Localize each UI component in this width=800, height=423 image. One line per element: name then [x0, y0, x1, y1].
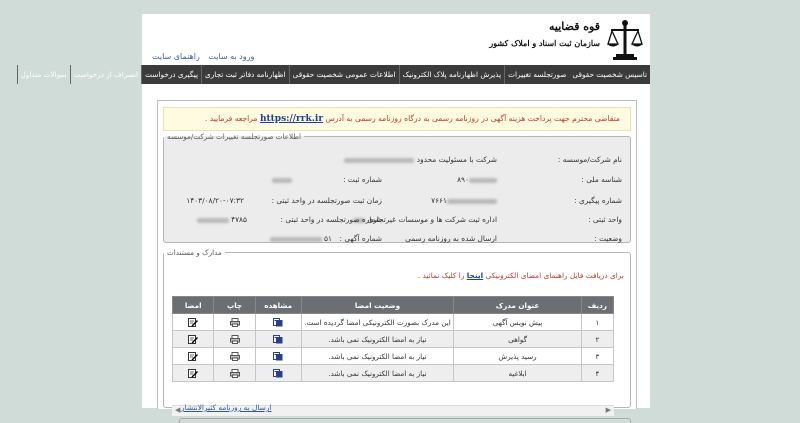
- doc-status: نیاز به امضا الکترونیک نمی باشد.: [301, 331, 454, 348]
- registration-no-value: [272, 175, 292, 184]
- guide-download-link[interactable]: اینجا: [466, 271, 484, 280]
- col-sign: امضا: [173, 297, 214, 314]
- col-status: وضعیت امضا: [301, 297, 454, 314]
- print-icon[interactable]: [230, 335, 240, 344]
- doc-title: ابلاغیه: [454, 365, 581, 382]
- send-to-newspaper-link[interactable]: ارسال به روزنامه کثیرالانتشار: [181, 403, 272, 412]
- registered-date-value: ۱۴۰۳/۰۸/۲۰-۰۷:۳۲: [186, 196, 244, 205]
- ad-no-value: ۵۱: [270, 234, 332, 243]
- site-header: [142, 14, 650, 66]
- unit-label: واحد ثبتی :: [588, 215, 622, 224]
- notice-text-end: مراجعه فرمایید .: [204, 114, 258, 123]
- logo-subtitle: سازمان ثبت اسناد و املاک کشور: [489, 38, 600, 48]
- menu-item-public-info[interactable]: اطلاعات عمومی شخصیت حقوقی: [289, 65, 399, 84]
- menu-item-faq[interactable]: سوالات متداول: [17, 65, 70, 84]
- national-id-row: [164, 175, 622, 185]
- status-row: [164, 234, 622, 244]
- login-link[interactable]: ورود به سایت: [208, 52, 255, 61]
- registration-no-label: شماره ثبت :: [343, 175, 382, 184]
- table-row: [173, 331, 614, 348]
- page-container: [20, 14, 650, 414]
- bottom-panel-edge: [179, 418, 631, 423]
- menu-item-tracking[interactable]: پیگیری درخواست: [141, 65, 201, 84]
- print-icon[interactable]: [230, 352, 240, 361]
- print-cell: [214, 331, 255, 348]
- unit-value: اداره ثبت شرکت ها و موسسات غیرتجاری: [353, 215, 497, 224]
- menu-item-establish[interactable]: تاسیس شخصیت حقوقی: [572, 70, 647, 79]
- doc-status: نیاز به امضا الکترونیک نمی باشد.: [301, 348, 454, 365]
- main-content: [157, 100, 637, 414]
- view-icon[interactable]: [273, 352, 283, 361]
- col-row-no: ردیف: [581, 297, 613, 314]
- company-name-row: [164, 155, 622, 165]
- sign-icon[interactable]: [188, 318, 198, 327]
- scroll-right-icon[interactable]: ▶: [605, 406, 611, 414]
- doc-title: پیش نویس آگهی: [454, 314, 581, 331]
- row-number: ۱: [581, 314, 613, 331]
- tracking-no-value: ۷۶۶۱: [431, 196, 497, 205]
- sign-icon[interactable]: [188, 335, 198, 344]
- menu-item-plate-declaration[interactable]: پذیرش اظهارنامه پلاک الکترونیک: [399, 65, 505, 84]
- rrk-link[interactable]: https://rrk.ir: [259, 114, 324, 124]
- judiciary-emblem-icon: [606, 18, 644, 62]
- scroll-left-icon[interactable]: ◀: [175, 406, 181, 414]
- table-header-row: [173, 297, 614, 314]
- view-cell: [255, 331, 301, 348]
- sign-icon[interactable]: [188, 369, 198, 378]
- minutes-no-value: ۴۷۸۵: [197, 215, 247, 224]
- national-id-value: ۸۹۰: [457, 175, 497, 184]
- row-number: ۲: [581, 331, 613, 348]
- national-id-label: شناسه ملی :: [581, 175, 622, 184]
- doc-status: این مدرک بصورت الکترونیکی امضا گردیده است.: [301, 314, 454, 331]
- minutes-no-label: شماره صورتجلسه در واحد ثبتی :: [280, 215, 382, 224]
- signature-guide: برای دریافت فایل راهنمای امضای الکترونیکی اینجا را کلیک نمائید .: [417, 271, 624, 280]
- view-icon[interactable]: [273, 335, 283, 344]
- sign-cell: [173, 348, 214, 365]
- table-row: [173, 314, 614, 331]
- ad-no-label: شماره آگهی :: [339, 234, 382, 243]
- table-row: [173, 365, 614, 382]
- view-cell: [255, 348, 301, 365]
- company-info-legend: اطلاعات صورتجلسه تغییرات شرکت/موسسه: [167, 132, 301, 141]
- company-info-panel: [163, 132, 631, 243]
- col-view: مشاهده: [255, 297, 301, 314]
- tracking-row: [164, 196, 622, 206]
- menu-item-cancel-request[interactable]: انصراف از درخواست: [70, 65, 142, 84]
- status-label: وضعیت :: [594, 234, 622, 243]
- print-icon[interactable]: [230, 369, 240, 378]
- sign-icon[interactable]: [188, 352, 198, 361]
- status-value: ارسال شده به روزنامه رسمی: [405, 234, 497, 243]
- main-menu: [20, 65, 650, 84]
- view-icon[interactable]: [273, 318, 283, 327]
- row-number: ۴: [581, 365, 613, 382]
- print-icon[interactable]: [230, 318, 240, 327]
- unit-row: [164, 215, 622, 225]
- sign-cell: [173, 314, 214, 331]
- doc-title: گواهی: [454, 331, 581, 348]
- top-links: [146, 52, 254, 61]
- documents-table: [172, 296, 614, 382]
- menu-item-trade-books[interactable]: اظهارنامه دفاتر ثبت تجاری: [201, 65, 289, 84]
- registered-date-label: زمان ثبت صورتجلسه در واحد ثبتی :: [271, 196, 382, 205]
- site-guide-link[interactable]: راهنمای سایت: [152, 52, 200, 61]
- view-icon[interactable]: [273, 369, 283, 378]
- col-print: چاپ: [214, 297, 255, 314]
- documents-panel: [163, 248, 631, 414]
- col-title: عنوان مدرک: [454, 297, 581, 314]
- print-cell: [214, 314, 255, 331]
- view-cell: [255, 314, 301, 331]
- documents-legend: مدارک و مستندات: [167, 248, 222, 257]
- sign-cell: [173, 365, 214, 382]
- doc-title: رسید پذیرش: [454, 348, 581, 365]
- company-name-label: نام شرکت/موسسه :: [557, 155, 622, 164]
- logo-title: قوه قضاییه: [549, 20, 600, 33]
- company-name-value: شرکت با مسئولیت محدود: [344, 155, 497, 164]
- table-row: [173, 348, 614, 365]
- site-logo[interactable]: [489, 16, 644, 64]
- print-cell: [214, 365, 255, 382]
- payment-notice: [163, 107, 631, 131]
- menu-item-change-minutes[interactable]: صورتجلسه تغییرات: [504, 65, 569, 84]
- view-cell: [255, 365, 301, 382]
- tracking-no-label: شماره پیگیری :: [574, 196, 622, 205]
- print-cell: [214, 348, 255, 365]
- row-number: ۳: [581, 348, 613, 365]
- doc-status: نیاز به امضا الکترونیک نمی باشد.: [301, 365, 454, 382]
- notice-text: متقاضی محترم جهت پرداخت هزینه آگهی در روزنامه رسمی به درگاه روزنامه رسمی به آدرس: [325, 114, 620, 123]
- sign-cell: [173, 331, 214, 348]
